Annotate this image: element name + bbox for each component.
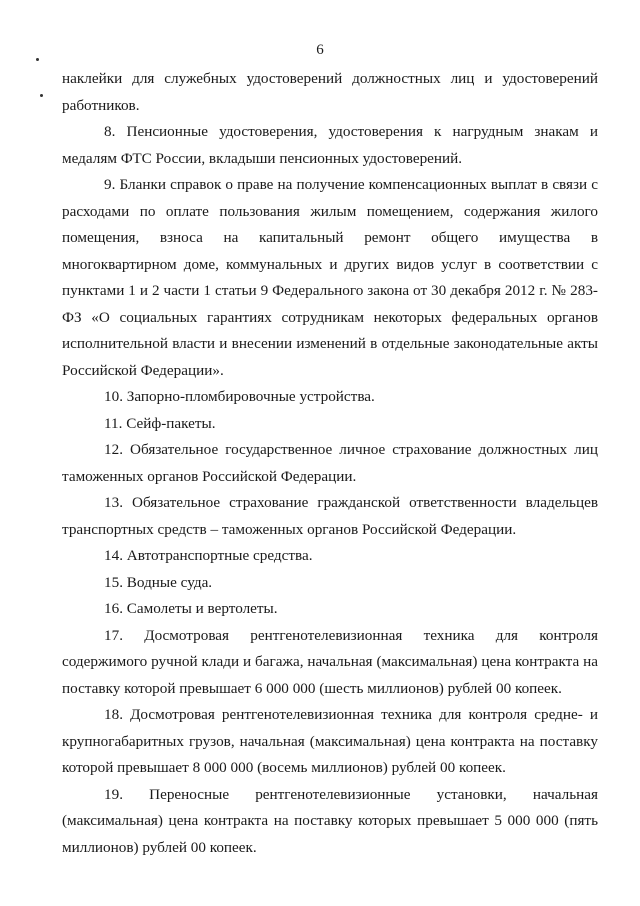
list-item-9: 9. Бланки справок о праве на получение компенсационных выплат в связи с расходами по оплате пользования жилым помещением, содержания жилого помещения, взноса на капитальный ремонт общего имущества в многоквартирном доме, коммунальных и других видов услуг в соответствии с пунктами 1 и 2 части 1 статьи 9 Федерального закона от 30 декабря 2012 г. № 283-ФЗ «О социальных гарантиях сотрудникам некоторых федеральных органов исполнительной власти и внесении изменений в отдельные законодательные акты Российской Федерации».	[62, 176, 598, 379]
page-number: 6	[316, 42, 324, 58]
list-item-12: 12. Обязательное государственное личное страхование должностных лиц таможенных органов Российской Федерации.	[62, 441, 598, 485]
list-item-11: 11. Сейф-пакеты.	[104, 414, 216, 432]
list-item-10: 10. Запорно-пломбировочные устройства.	[104, 388, 375, 405]
scan-dot-mark	[40, 94, 43, 97]
list-item-17: 17. Досмотровая рентгенотелевизионная техника для контроля содержимого ручной клади и багажа, начальная (максимальная) цена контракта на поставку которой превышает 6 000 000 (шесть миллионов) рублей 00 копеек.	[62, 626, 598, 697]
paragraph-continuation: наклейки для служебных удостоверений должностных лиц и удостоверений работников.	[62, 70, 598, 114]
list-item-15: 15. Водные суда.	[104, 573, 213, 591]
document-body	[62, 66, 598, 861]
list-item-19: 19. Переносные рентгенотелевизионные установки, начальная (максимальная) цена контракта на поставку которых превышает 5 000 000 (пять миллионов) рублей 00 копеек.	[62, 785, 598, 856]
list-item-16: 16. Самолеты и вертолеты.	[104, 600, 278, 617]
list-item-14: 14. Автотранспортные средства.	[104, 547, 313, 564]
list-item-8: 8. Пенсионные удостоверения, удостоверения к нагрудным знакам и медалям ФТС России, вкладыши пенсионных удостоверений.	[62, 123, 598, 167]
list-item-13: 13. Обязательное страхование гражданской ответственности владельцев транспортных средств – таможенных органов Российской Федерации.	[62, 494, 598, 538]
list-item-18: 18. Досмотровая рентгенотелевизионная техника для контроля средне- и крупногабаритных грузов, начальная (максимальная) цена контракта на поставку которой превышает 8 000 000 (восемь миллионов) рублей 00 копеек.	[62, 706, 598, 776]
